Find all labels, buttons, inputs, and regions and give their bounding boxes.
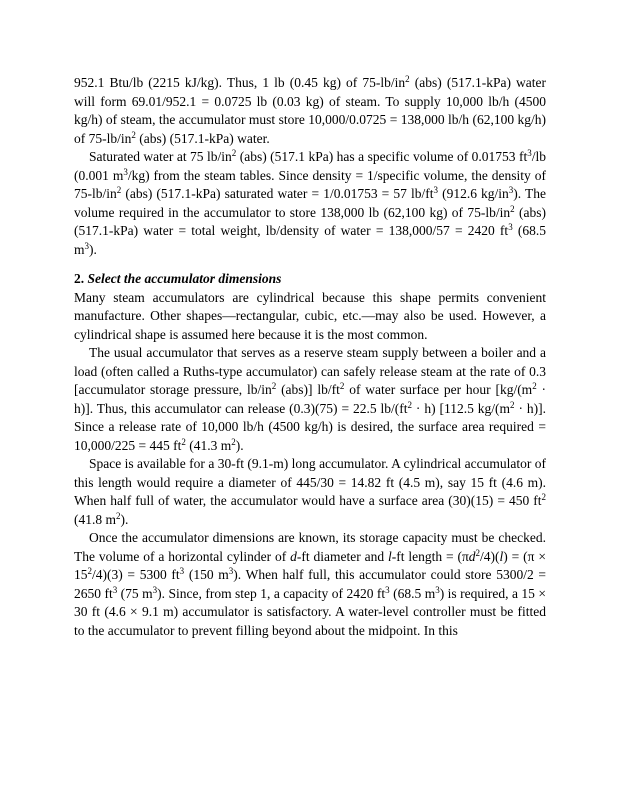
- section-heading: [74, 270, 546, 289]
- text-run: ). Since, from step 1, a capacity of 2420 ft: [157, 585, 386, 601]
- text-run: · h)]. Thus, this accumulator can release (0.3)(75) = 22.5 lb/(ft: [74, 382, 546, 416]
- text-run: -ft diameter and: [296, 548, 388, 564]
- text-run: of water surface per hour [kg/(m: [344, 382, 533, 397]
- superscript: 2: [271, 381, 277, 391]
- text-run: 952.1 Btu/lb (2215 kJ/kg). Thus, 1 lb (0.45 kg) of 75-lb/in: [74, 75, 406, 90]
- superscript: 3: [385, 584, 390, 595]
- text-run: -ft length = (π: [391, 548, 469, 564]
- superscript: 2: [510, 203, 515, 214]
- superscript: 2: [532, 381, 537, 391]
- paragraph: [74, 148, 546, 259]
- superscript: 3: [435, 584, 440, 595]
- text-run: (41.8 m: [74, 511, 116, 527]
- superscript: 3: [84, 240, 90, 251]
- text-run: ) is required, a 15 × 30 ft (4.6 × 9.1 m) accumulator is satisfactory. A water-level controller must be fitted to the accumulator to prevent filling beyond about the midpoint. In this: [74, 585, 547, 638]
- text-run: · h) [112.5 kg/(m: [412, 400, 511, 416]
- text-run: ).: [89, 241, 97, 257]
- paragraph: [74, 74, 546, 148]
- text-run: /4)(: [480, 548, 500, 564]
- superscript: 2: [541, 492, 546, 502]
- text-run: Once the accumulator dimensions are known, its storage capacity must be checked. The volume of a horizontal cylinder of: [74, 530, 546, 564]
- section-number: 2.: [74, 271, 85, 286]
- text-run: /lb (0.001 m: [74, 149, 546, 183]
- italic-var: l: [499, 548, 504, 564]
- superscript: 3: [433, 185, 438, 195]
- text-run: /kg) from the steam tables. Since density = 1/specific volume, the density of 75-lb/in: [74, 167, 546, 201]
- italic-var: d: [290, 548, 297, 564]
- superscript: 2: [116, 510, 121, 521]
- paragraph: Many steam accumulators are cylindrical because this shape permits convenient manufacture. Other shapes—rectangular, cubic, etc.—may also be used. However, a cylindrical shape is assumed here because it is the most common.: [74, 289, 546, 342]
- superscript: 3: [152, 584, 158, 595]
- text-run: (68.5 m: [74, 223, 546, 257]
- text-run: (abs) (517.1-kPa) water.: [135, 130, 270, 146]
- text-run: (abs) (517.1-kPa) water = total weight, lb/density of water = 138,000/57 = 2420 ft: [74, 204, 546, 238]
- text-run: ) = (π × 15: [74, 548, 546, 582]
- document-page: [74, 74, 546, 640]
- text-run: (41.3 m: [185, 437, 232, 453]
- superscript: 2: [87, 566, 92, 576]
- superscript: 2: [231, 148, 237, 158]
- text-run: (68.5 m: [389, 585, 436, 601]
- superscript: 3: [112, 584, 118, 595]
- text-run: (abs) (517.1 kPa) has a specific volume of 0.01753 ft: [236, 149, 528, 164]
- text-run: /4)(3) = 5300 ft: [92, 567, 180, 582]
- superscript: 3: [179, 566, 185, 576]
- superscript: 2: [510, 399, 515, 410]
- superscript: 2: [405, 74, 410, 84]
- text-run: ).: [120, 511, 129, 527]
- superscript: 2: [407, 399, 413, 410]
- text-run: (abs) (517.1-kPa) water will form 69.01/952.1 = 0.0725 lb (0.03 kg) of steam. To supply 10,000 lb/h (4500 kg/h) of steam, the accumulator must store 10,000/0.0725 = 138,000 lb/h (62,100 kg/h) of 75-lb/in: [74, 75, 547, 146]
- superscript: 2: [475, 547, 481, 558]
- text-run: ). The volume required in the accumulator to store 138,000 lb (62,100 kg) of 75-lb/in: [74, 186, 547, 220]
- text-run: (150 m: [184, 567, 229, 582]
- text-run: (75 m: [117, 585, 153, 601]
- section-title: Select the accumulator dimensions: [87, 271, 282, 286]
- superscript: 2: [181, 436, 186, 447]
- superscript: 2: [339, 381, 345, 391]
- superscript: 2: [131, 129, 136, 140]
- paragraph: [74, 455, 546, 529]
- paragraph: [74, 529, 546, 640]
- text-run: Space is available for a 30-ft (9.1-m) long accumulator. A cylindrical accumulator of this length would require a diameter of 445/30 = 14.82 ft (4.5 m), say 15 ft (4.6 m). When half full of water, the accumulator would have a surface area (30)(15) = 450 ft: [74, 456, 546, 508]
- text-run: (abs)] lb/ft: [276, 382, 340, 397]
- text-run: (912.6 kg/in: [437, 186, 509, 201]
- text-run: ).: [235, 437, 244, 453]
- superscript: 3: [508, 185, 514, 195]
- text-run: Saturated water at 75 lb/in: [89, 149, 232, 164]
- paragraph: [74, 344, 546, 455]
- superscript: 3: [508, 222, 513, 232]
- text-run: · h)]. Since a release rate of 10,000 lb/h (4500 kg/h) is desired, the surface area required = 10,000/225 = 445 ft: [74, 400, 546, 453]
- italic-var: l: [387, 548, 392, 564]
- superscript: 2: [116, 185, 122, 195]
- superscript: 2: [231, 436, 236, 447]
- superscript: 3: [527, 148, 532, 158]
- superscript: 3: [228, 566, 234, 576]
- superscript: 3: [123, 166, 128, 177]
- text-run: The usual accumulator that serves as a reserve steam supply between a boiler and a load (often called a Ruths-type accumulator) can safely release steam at the rate of 0.3 [accumulator storage pressure, lb/in: [74, 345, 546, 397]
- text-run: (abs) (517.1-kPa) saturated water = 1/0.01753 = 57 lb/ft: [121, 186, 434, 201]
- text-run: ). When half full, this accumulator could store 5300/2 = 2650 ft: [74, 567, 546, 601]
- italic-var: d: [468, 548, 476, 564]
